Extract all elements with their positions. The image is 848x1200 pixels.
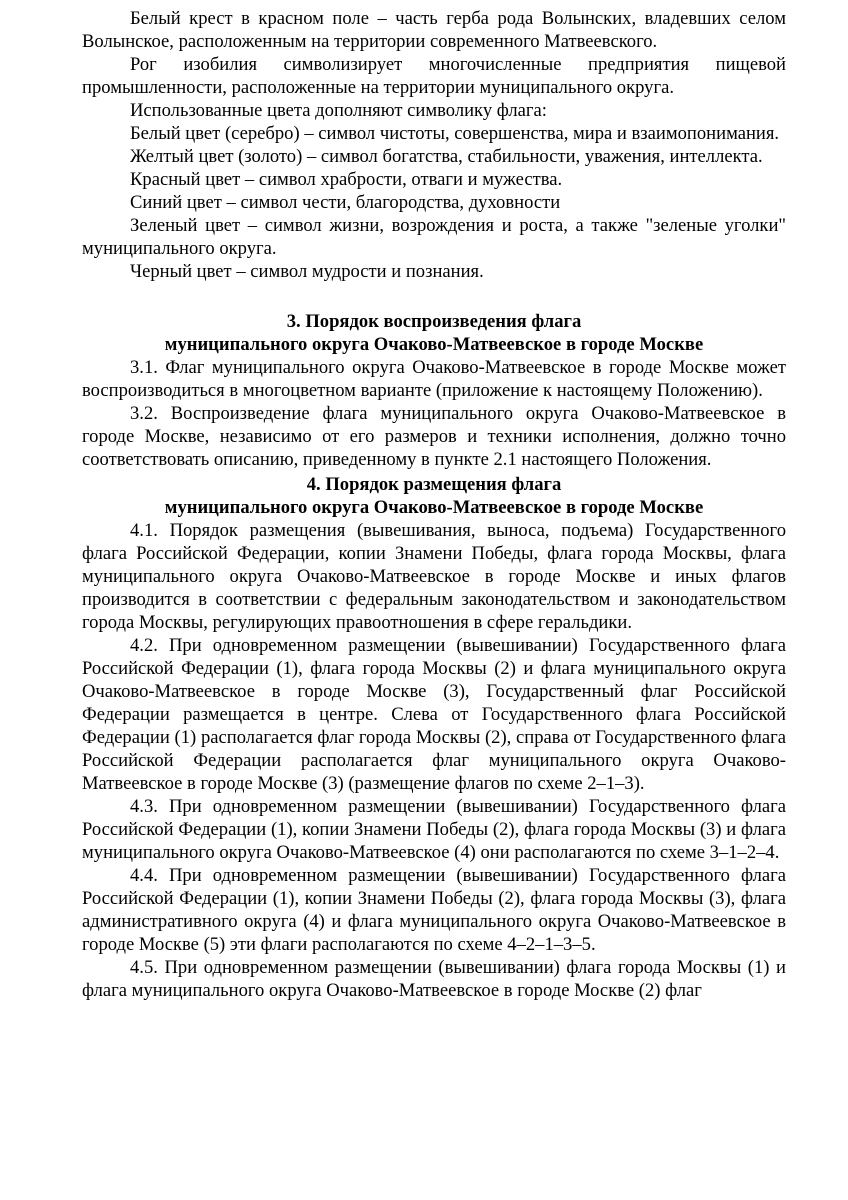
paragraph-colors-intro: Использованные цвета дополняют символику флага:: [130, 100, 547, 121]
paragraph-color-blue: Синий цвет – символ чести, благородства, духовности: [130, 192, 561, 213]
section-3-title-line-1: 3. Порядок воспроизведения флага: [286, 311, 582, 332]
paragraph-color-black: Черный цвет – символ мудрости и познания.: [130, 261, 484, 282]
paragraph-4-4: 4.4. При одновременном размещении (вывешивании) Государственного флага Российской Федерации (1), копии Знамени Победы (2), флага города Москвы (3), флага административного округа (4) и флага муниципального округа Очаково-Матвеевское в городе Москве (5) эти флаги располагаются по схеме 4–2–1–3–5.: [82, 865, 786, 955]
paragraph-4-2: 4.2. При одновременном размещении (вывешивании) Государственного флага Российской Федерации (1), флага города Москвы (2) и флага муниципального округа Очаково-Матвеевское в городе Москве (3), Государственный флаг Российской Федерации размещается в центре. Слева от Государственного флага Российской Федерации (1) располагается флаг города Москвы (2), справа от Государственного флага Российской Федерации располагается флаг муниципального округа Очаково-Матвеевское в городе Москве (3) (размещение флагов по схеме 2–1–3).: [82, 635, 786, 794]
section-3-title-line-2: муниципального округа Очаково-Матвеевское в городе Москве: [164, 334, 704, 355]
paragraph-white-cross: Белый крест в красном поле – часть герба рода Волынских, владевших селом Волынское, расположенным на территории современного Матвеевского.: [82, 8, 786, 52]
paragraph-4-3: 4.3. При одновременном размещении (вывешивании) Государственного флага Российской Федерации (1), копии Знамени Победы (2), флага города Москвы (3) и флага муниципального округа Очаково-Матвеевское (4) они располагаются по схеме 3–1–2–4.: [82, 796, 786, 863]
spacer: [82, 283, 786, 310]
paragraph-3-1: 3.1. Флаг муниципального округа Очаково-Матвеевское в городе Москве может воспроизводиться в многоцветном варианте (приложение к настоящему Положению).: [82, 357, 786, 401]
section-4-title-line-1: 4. Порядок размещения флага: [306, 474, 562, 495]
paragraph-color-white: Белый цвет (серебро) – символ чистоты, совершенства, мира и взаимопонимания.: [130, 123, 780, 144]
paragraph-cornucopia: Рог изобилия символизирует многочисленные предприятия пищевой промышленности, расположенные на территории муниципального округа.: [82, 54, 786, 98]
paragraph-4-5: 4.5. При одновременном размещении (вывешивании) флага города Москвы (1) и флага муниципального округа Очаково-Матвеевское в городе Москве (2) флаг: [82, 957, 786, 1001]
section-4-title-line-2: муниципального округа Очаково-Матвеевское в городе Москве: [164, 497, 704, 518]
paragraph-color-red: Красный цвет – символ храбрости, отваги и мужества.: [130, 169, 563, 190]
paragraph-3-2: 3.2. Воспроизведение флага муниципального округа Очаково-Матвеевское в городе Москве, независимо от его размеров и техники исполнения, должно точно соответствовать описанию, приведенному в пункте 2.1 настоящего Положения.: [82, 403, 786, 470]
paragraph-4-1: 4.1. Порядок размещения (вывешивания, выноса, подъема) Государственного флага Российской Федерации, копии Знамени Победы, флага города Москвы, флага муниципального округа Очаково-Матвеевское в городе Москве и иных флагов производится в соответствии с федеральным законодательством и законодательством города Москвы, регулирующих правоотношения в сфере геральдики.: [82, 520, 786, 633]
paragraph-color-yellow: Желтый цвет (золото) – символ богатства, стабильности, уважения, интеллекта.: [130, 146, 763, 167]
paragraph-color-green: Зеленый цвет – символ жизни, возрождения и роста, а также "зеленые уголки" муниципального округа.: [82, 215, 786, 259]
